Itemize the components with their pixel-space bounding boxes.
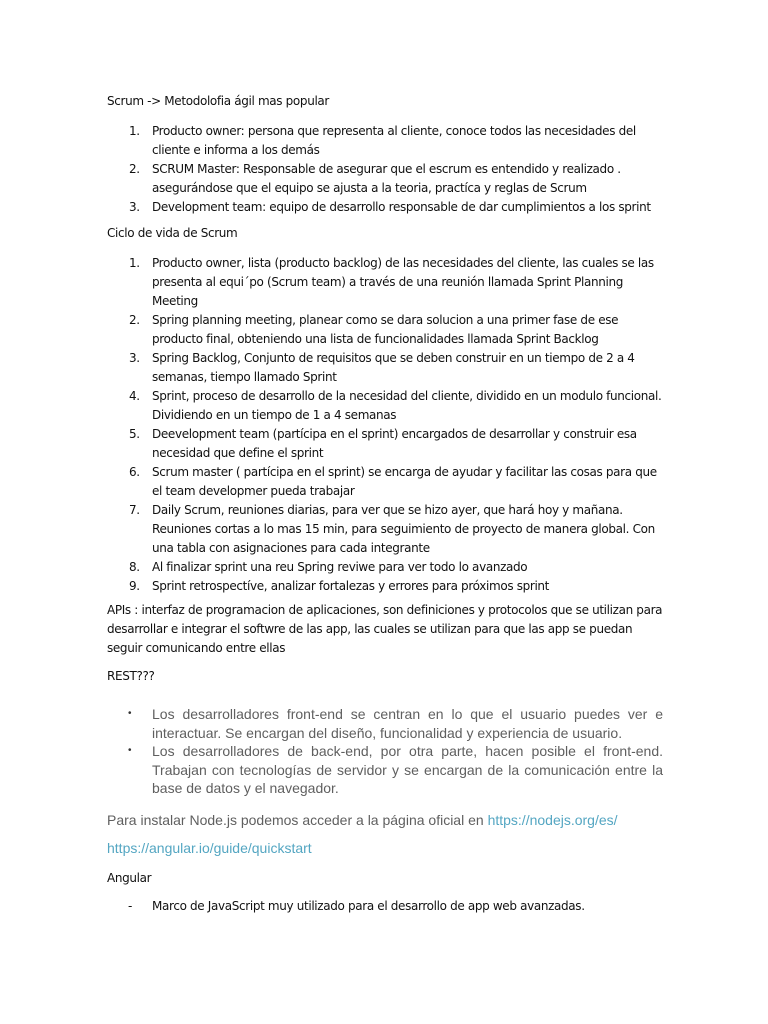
list-number: 5.	[129, 427, 140, 441]
list-number: 1.	[129, 124, 140, 138]
list-number: 3.	[129, 200, 140, 214]
list-item	[107, 198, 667, 217]
list-item	[107, 254, 667, 311]
list-item	[107, 387, 667, 425]
list-text: Spring Backlog, Conjunto de requisitos que se deben construir en un tiempo de 2 a 4 semanas, tiempo llamado Sprint	[152, 351, 635, 384]
list-item	[107, 425, 667, 463]
list-number: 9.	[129, 579, 140, 593]
list-item	[107, 463, 667, 501]
list-number: 6.	[129, 465, 140, 479]
list-number: 1.	[129, 256, 140, 270]
bullet-icon: •	[128, 708, 132, 719]
list-number: 8.	[129, 560, 140, 574]
list-item	[107, 558, 667, 577]
bullet-text: Los desarrolladores de back-end, por otra parte, hacen posible el front-end. Trabajan con tecnologías de servidor y se encargan de la comunicación entre la base de datos y el navegador.	[152, 743, 663, 796]
roles-list	[107, 122, 667, 217]
list-text: SCRUM Master: Responsable de asegurar que el escrum es entendido y realizado . asegurándose que el equipo se ajusta a la teoria, practíca y reglas de Scrum	[152, 162, 621, 195]
list-number: 2.	[129, 162, 140, 176]
angular-quickstart-link[interactable]: https://angular.io/guide/quickstart	[107, 840, 312, 856]
list-item	[107, 311, 667, 349]
apis-paragraph: APIs : interfaz de programacion de aplicaciones, son definiciones y protocolos que se utilizan para desarrollar e integrar el softwre de las app, las cuales se utilizan para que las app se puedan seguir comunicando entre ellas	[107, 603, 663, 655]
scrum-heading: Scrum -> Metodolofia ágil mas popular	[107, 94, 330, 108]
bullet-icon: •	[128, 745, 132, 756]
list-text: Deevelopment team (partícipa en el sprint) encargados de desarrollar y construir esa necesidad que define el sprint	[152, 427, 637, 460]
list-text: Producto owner, lista (producto backlog) de las necesidades del cliente, las cuales se las presenta al equi´po (Scrum team) a través de una reunión llamada Sprint Planning Meeting	[152, 256, 654, 308]
list-item	[128, 742, 663, 798]
list-text: Producto owner: persona que representa al cliente, conoce todos las necesidades del cliente e informa a los demás	[152, 124, 636, 157]
node-paragraph	[107, 812, 618, 828]
node-text: Para instalar Node.js podemos acceder a la página oficial en	[107, 812, 488, 828]
list-item	[107, 160, 667, 198]
list-text: Al finalizar sprint una reu Spring reviwe para ver todo lo avanzado	[152, 560, 528, 574]
list-text: Sprint, proceso de desarrollo de la necesidad del cliente, dividido en un modulo funcional. Dividiendo en un tiempo de 1 a 4 semanas	[152, 389, 662, 422]
list-text: Scrum master ( partícipa en el sprint) se encarga de ayudar y facilitar las cosas para que el team developmer pueda trabajar	[152, 465, 657, 498]
angular-heading: Angular	[107, 871, 152, 885]
list-item	[107, 501, 667, 558]
list-text: Development team: equipo de desarrollo responsable de dar cumplimientos a los sprint	[152, 200, 651, 214]
list-number: 4.	[129, 389, 140, 403]
list-text: Spring planning meeting, planear como se dara solucion a una primer fase de ese producto final, obteniendo una lista de funcionalidades llamada Sprint Backlog	[152, 313, 619, 346]
list-number: 7.	[129, 503, 140, 517]
list-text: Daily Scrum, reuniones diarias, para ver que se hizo ayer, que hará hoy y mañana. Reuniones cortas a lo mas 15 min, para seguimiento de proyecto de manera global. Con una tabla con asignaciones para cada integrante	[152, 503, 655, 555]
list-item	[128, 705, 663, 742]
dev-bullet-list	[128, 705, 663, 798]
list-item	[107, 349, 667, 387]
dash-marker: -	[128, 899, 132, 913]
list-text: Sprint retrospectíve, analizar fortalezas y errores para próximos sprint	[152, 579, 550, 593]
list-item	[107, 122, 667, 160]
bullet-text: Los desarrolladores front-end se centran en lo que el usuario puedes ver e interactuar. Se encargan del diseño, funcionalidad y experiencia de usuario.	[152, 706, 663, 741]
list-item	[107, 577, 667, 596]
list-number: 2.	[129, 313, 140, 327]
nodejs-link[interactable]: https://nodejs.org/es/	[487, 812, 618, 828]
ciclo-heading: Ciclo de vida de Scrum	[107, 226, 238, 240]
rest-heading: REST???	[107, 669, 155, 683]
angular-link-paragraph	[107, 840, 312, 856]
angular-item: Marco de JavaScript muy utilizado para el desarrollo de app web avanzadas.	[152, 899, 585, 913]
list-number: 3.	[129, 351, 140, 365]
ciclo-list	[107, 254, 667, 596]
